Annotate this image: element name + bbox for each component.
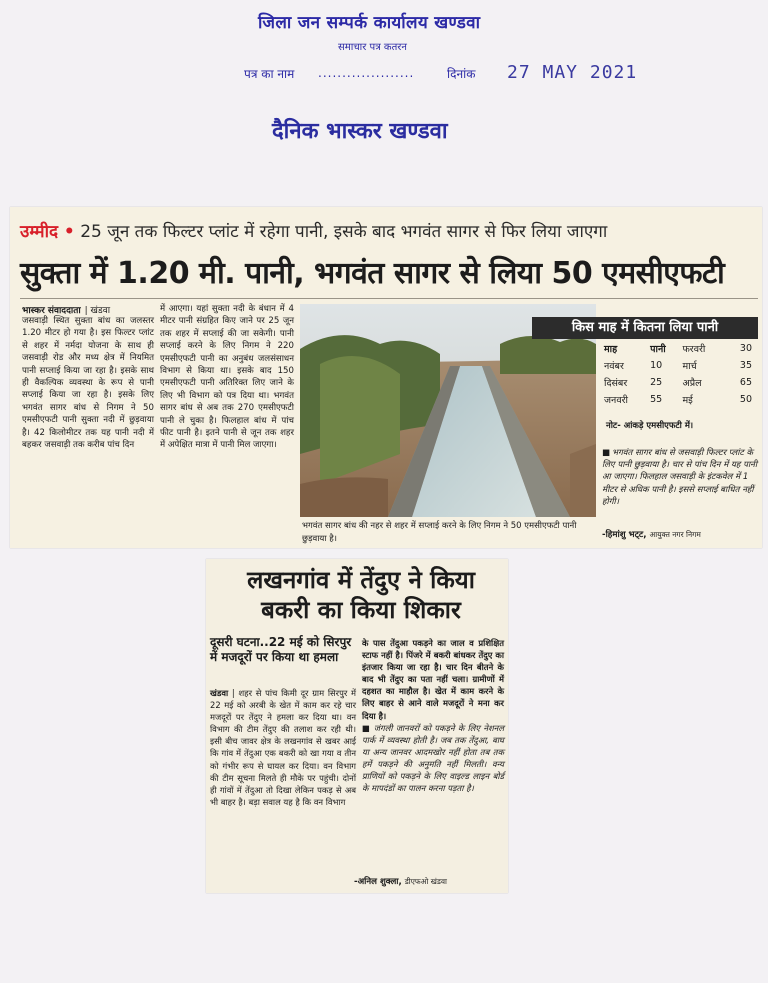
article-headline: लखनगांव में तेंदुए ने किया बकरी का किया शिकार [247,566,475,624]
table-cell: 50 [739,394,752,405]
stamp-clipping-label: समाचार पत्र कतरन [338,42,407,53]
table-header-water: पानी [650,344,666,355]
table-cell: 55 [650,394,663,405]
stamp-paper-name-label: पत्र का नाम [244,67,295,81]
attribution-name: -हिमांशु भट्‌ट, [602,530,647,540]
attribution-title: आयुक्त नगर निगम [649,530,701,539]
article-column-2 [362,637,504,794]
table-cell: नवंबर [604,361,624,372]
article-subhead: दूसरी घटना..22 मई को सिरपुर में मजदूरों पर किया था हमला [210,635,352,664]
article-column-1 [210,687,356,808]
article-kicker [20,219,607,242]
table-cell: मई [682,395,693,406]
table-cell: दिसंबर [604,378,628,389]
stamp-date: 27 MAY 2021 [507,62,638,83]
news-clipping-leopard [206,559,508,893]
monthly-water-table [602,340,758,408]
article-body-text: में आएगा। यहां सुक्ता नदी के बंधान में 4 मीटर पानी संग्रहित किए जाने पर 25 जून तक शहर में सप्लाई की जा सकेगी। पानी सप्लाई करने के लिए निगम ने 220 एमसीएफटी पानी का अनुबंध जलसंसाधन विभाग से किया था। इसके बाद 150 एमसीएफटी पानी अतिरिक्त लिए जाने के लिए भी विभाग को पत्र दिया था। भगवंत सागर बांध से अब तक 270 एमसीएफटी पानी ले चुका है। फिलहाल बांध में पांच फीट पानी है। इतने पानी से जून तक शहर में अपेक्षित मात्रा में पानी मिल जाएगा। [160,304,294,451]
sidebar-title: किस माह में कितना लिया पानी [532,317,758,339]
table-row [602,391,758,408]
table-cell: 10 [650,360,663,371]
stamp-office-name: जिला जन सम्पर्क कार्यालय खण्डवा [258,13,481,33]
table-row [602,357,758,374]
quote-text: भगवंत सागर बांध से जसवाड़ी फिल्टर प्लांट के लिए पानी छुड़वाया है। चार से पांच दिन में यह पानी आ जाएगा। फिलहाल जसवाड़ी के इंटकवेल में 1 मीटर से अधिक पानी है। इससे सप्लाई बाधित नहीं होगी। [602,448,758,507]
sidebar-quote [602,447,758,508]
dateline: खंडवा [210,688,229,698]
stamp-date-label: दिनांक [447,67,476,81]
table-cell: अप्रैल [682,378,702,389]
table-cell: जनवरी [604,395,628,406]
article-body-text: | शहर से पांच किमी दूर ग्राम सिरपुर में 22 मई को अरबी के खेत में काम कर रहे चार मजदूरों पर तेंदुए ने हमला कर दिया था। वन विभाग की टीम तेंदुए की तलाश कर रही थी। इसी बीच जावर क्षेत्र के लखनगांव से खबर आई कि गांव में तेंदुआ एक बकरी को खा गया व तीन को गंभीर रूप से घायल कर दिया। वन विभाग की टीम सूचना मिलते ही मौके पर पहुंची। दोनों ही गांवों में तेंदुआ तो दिखा लेकिन पकड़ से अब भी बाहर है। बड़ा सवाल यह है कि वन विभाग [210,688,356,807]
stamp-dots: .................... [318,66,415,80]
table-cell: 65 [739,377,752,388]
official-quote: ■ जंगली जानवरों को पकड़ने के लिए नेशनल पार्क में व्यवस्था होती है। जब तक तेंदुआ, बाघ या अन्य जानवर आदमखोर नहीं होता तब तक हमें पकड़ने की अनुमति नहीं मिलती। वन्य प्राणियों को पकड़ने के लिए वाइल्ड लाइन बोर्ड के मापदंडों का पालन करना पड़ता है। [362,722,504,794]
quote-bullet: ■ [602,448,611,458]
table-header-row [602,340,758,357]
article-body-text: जसवाड़ी स्थित सुक्ता बांध का जलस्तर 1.20 मीटर हो गया है। इस फिल्टर प्लांट से शहर में नर्मदा योजना के साथ ही जसवाड़ी रोड और मध्य क्षेत्र में नियमित पानी सप्लाई किया जा रहा है। इसके साथ ही वैकल्पिक व्यवस्था के रूप से पानी सप्लाई किया जा रहा है। इसके लिए भगवंत सागर बांध से निगम ने 50 एमसीएफटी पानी सुक्ता नदी में छुड़वाया है। 42 किलोमीटर तक यह पानी नदी में बहकर जसवाड़ी तक करीब पांच दिन [22,316,154,451]
photo-caption: भगवंत सागर बांध की नहर से शहर में सप्लाई करने के लिए निगम ने 50 एमसीएफटी पानी छुड़वाया है। [302,521,577,544]
sidebar-attribution [602,528,701,540]
article-column-2 [160,303,294,452]
kicker-text: 25 जून तक फिल्टर प्लांट में रहेगा पानी, इसके बाद भगवंत सागर से फिर लिया जाएगा [80,222,608,242]
article-headline: सुक्ता में 1.20 मी. पानी, भगवंत सागर से लिया 50 एमसीएफटी [20,256,725,291]
newspaper-name: दैनिक भास्कर खण्डवा [272,119,448,144]
sidebar-note: नोट- आंकड़े एमसीएफटी में। [606,421,694,431]
table-cell: फरवरी [682,344,706,355]
table-cell: मार्च [682,361,697,372]
article-column-1 [22,315,154,451]
table-cell: 30 [739,343,752,354]
byline-place: | खंडवा [84,306,111,316]
table-cell: 35 [739,360,752,371]
byline-reporter: भास्कर संवाददाता [22,306,81,316]
news-clipping-water [10,207,762,548]
kicker-tag: उम्मीद • [20,222,75,242]
article-attribution [354,875,447,887]
attribution-name: -अनिल शुक्ला, [354,877,402,887]
table-header-month: माह [604,344,618,355]
attribution-title: डीएफओ खंडवा [404,877,447,886]
table-row [602,374,758,391]
divider [20,298,758,299]
article-body-text: के पास तेंदुआ पकड़ने का जाल व प्रशिक्षित स्टाफ नहीं है। पिंजरे में बकरी बांधकर तेंदुए का इंतजार किया जा रहा है। चार दिन बीतने के बाद भी तेंदुए का पता नहीं चला। ग्रामीणों में दहशत का माहौल है। खेत में काम करने के लिए बाहर से आने वाले मजदूरों ने मना कर दिया है। [362,638,504,721]
table-cell: 25 [650,377,663,388]
